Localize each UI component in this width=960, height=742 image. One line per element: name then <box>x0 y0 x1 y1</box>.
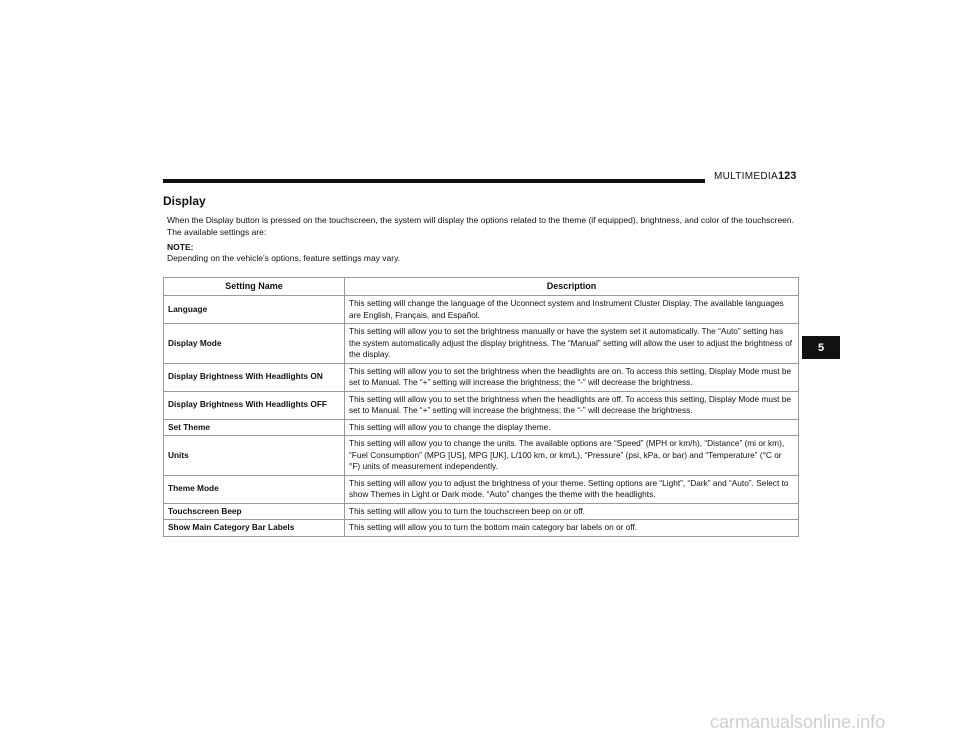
setting-description: This setting will allow you to change the units. The available options are “Speed” (MPH or km/h), “Distance” (mi or km), “Fuel Consumption” (MPG [US], MPG [UK], L/100 km, or km/L), “Pressure” (psi, kPa, or bar) and “Temperature” (°C or °F) units of measurement independently. <box>345 436 799 476</box>
header-rule <box>163 179 705 183</box>
setting-name: Language <box>164 296 345 324</box>
setting-description: This setting will allow you to change the display theme. <box>345 419 799 436</box>
setting-description: This setting will allow you to set the brightness when the headlights are on. To access this setting, Display Mode must be set to Manual. The “+” setting will increase the brightness; the “-” will decrease the brightness. <box>345 363 799 391</box>
setting-name: Display Mode <box>164 324 345 364</box>
page-number: 123 <box>778 170 797 182</box>
header-description: Description <box>345 278 799 296</box>
setting-name: Show Main Category Bar Labels <box>164 520 345 537</box>
table-row <box>164 520 799 537</box>
setting-description: This setting will allow you to turn the touchscreen beep on or off. <box>345 503 799 520</box>
section-name: MULTIMEDIA <box>714 171 778 182</box>
table-row <box>164 296 799 324</box>
table-row <box>164 475 799 503</box>
table-row <box>164 503 799 520</box>
setting-description: This setting will change the language of the Uconnect system and Instrument Cluster Display. The available languages are English, Français, and Español. <box>345 296 799 324</box>
setting-description: This setting will allow you to set the brightness manually or have the system set it automatically. The “Auto” setting has the system automatically adjust the display brightness. The “Manual” setting will allow the user to adjust the brightness of the display. <box>345 324 799 364</box>
setting-name: Set Theme <box>164 419 345 436</box>
table-header-row <box>164 278 799 296</box>
page-title: Display <box>163 194 206 208</box>
intro-paragraph: When the Display button is pressed on the touchscreen, the system will display the options related to the theme (if equipped), brightness, and color of the touchscreen. The available settings are: <box>167 215 794 237</box>
table-row <box>164 363 799 391</box>
setting-name: Display Brightness With Headlights OFF <box>164 391 345 419</box>
setting-description: This setting will allow you to adjust the brightness of your theme. Setting options are “Light”, “Dark” and “Auto”. Select to show Themes in Light or Dark mode. “Auto” changes the theme with the headlights. <box>345 475 799 503</box>
note-text: Depending on the vehicle’s options, feature settings may vary. <box>167 253 401 263</box>
table-row <box>164 419 799 436</box>
header-setting-name: Setting Name <box>164 278 345 296</box>
table-row <box>164 391 799 419</box>
note-label: NOTE: <box>167 242 194 252</box>
setting-name: Display Brightness With Headlights ON <box>164 363 345 391</box>
watermark: carmanualsonline.info <box>710 712 886 732</box>
chapter-tab: 5 <box>802 336 840 359</box>
table-row <box>164 436 799 476</box>
setting-name: Units <box>164 436 345 476</box>
settings-table <box>163 277 799 537</box>
setting-description: This setting will allow you to set the brightness when the headlights are off. To access this setting, Display Mode must be set to Manual. The “+” setting will increase the brightness; the “-” will decrease the brightness. <box>345 391 799 419</box>
setting-name: Touchscreen Beep <box>164 503 345 520</box>
setting-name: Theme Mode <box>164 475 345 503</box>
table-row <box>164 324 799 364</box>
setting-description: This setting will allow you to turn the bottom main category bar labels on or off. <box>345 520 799 537</box>
